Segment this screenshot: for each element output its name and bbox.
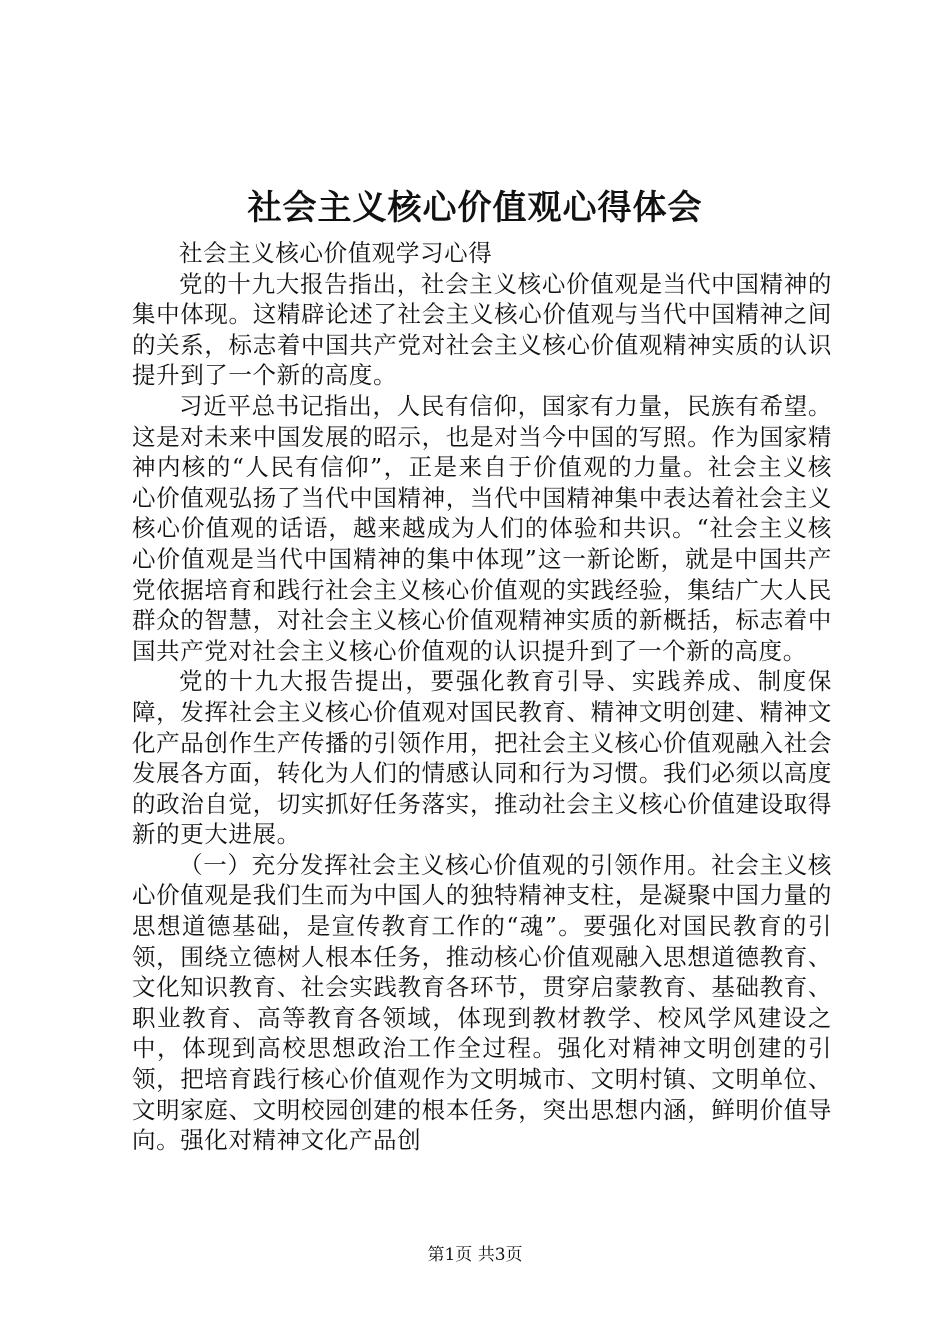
paragraph-1: 党的十九大报告指出，社会主义核心价值观是当代中国精神的集中体现。这精辟论述了社会主义核心价值观与当代中国精神之间的关系，标志着中国共产党对社会主义核心价值观精神实质的认识提升到了一个新的高度。 (132, 269, 832, 390)
document-title: 社会主义核心价值观心得体会 (247, 188, 703, 228)
document-subtitle: 社会主义核心价值观学习心得 (179, 239, 493, 267)
page-footer: 第1页 共3页 (427, 1245, 523, 1265)
paragraph-3: 党的十九大报告提出，要强化教育引导、实践养成、制度保障，发挥社会主义核心价值观对国民教育、精神文明创建、精神文化产品创作生产传播的引领作用，把社会主义核心价值观融入社会发展各方面，转化为人们的情感认同和行为习惯。我们必须以高度的政治自觉，切实抓好任务落实，推动社会主义核心价值建设取得新的更大进展。 (132, 667, 832, 849)
paragraph-2: 习近平总书记指出，人民有信仰，国家有力量，民族有希望。这是对未来中国发展的昭示，也是对当今中国的写照。作为国家精神内核的“人民有信仰”，正是来自于价值观的力量。社会主义核心价值观弘扬了当代中国精神，当代中国精神集中表达着社会主义核心价值观的话语，越来越成为人们的体验和共识。“社会主义核心价值观是当代中国精神的集中体现”这一新论断，就是中国共产党依据培育和践行社会主义核心价值观的实践经验，集结广大人民群众的智慧，对社会主义核心价值观精神实质的新概括，标志着中国共产党对社会主义核心价值观的认识提升到了一个新的高度。 (132, 391, 832, 665)
document-body (132, 238, 832, 1156)
paragraph-4: （一）充分发挥社会主义核心价值观的引领作用。社会主义核心价值观是我们生而为中国人的独特精神支柱，是凝聚中国力量的思想道德基础，是宣传教育工作的“魂”。要强化对国民教育的引领，围绕立德树人根本任务，推动核心价值观融入思想道德教育、文化知识教育、社会实践教育各环节，贯穿启蒙教育、基础教育、职业教育、高等教育各领域，体现到教材教学、校风学风建设之中，体现到高校思想政治工作全过程。强化对精神文明创建的引领，把培育践行核心价值观作为文明城市、文明村镇、文明单位、文明家庭、文明校园创建的根本任务，突出思想内涵，鲜明价值导向。强化对精神文化产品创 (132, 850, 832, 1155)
